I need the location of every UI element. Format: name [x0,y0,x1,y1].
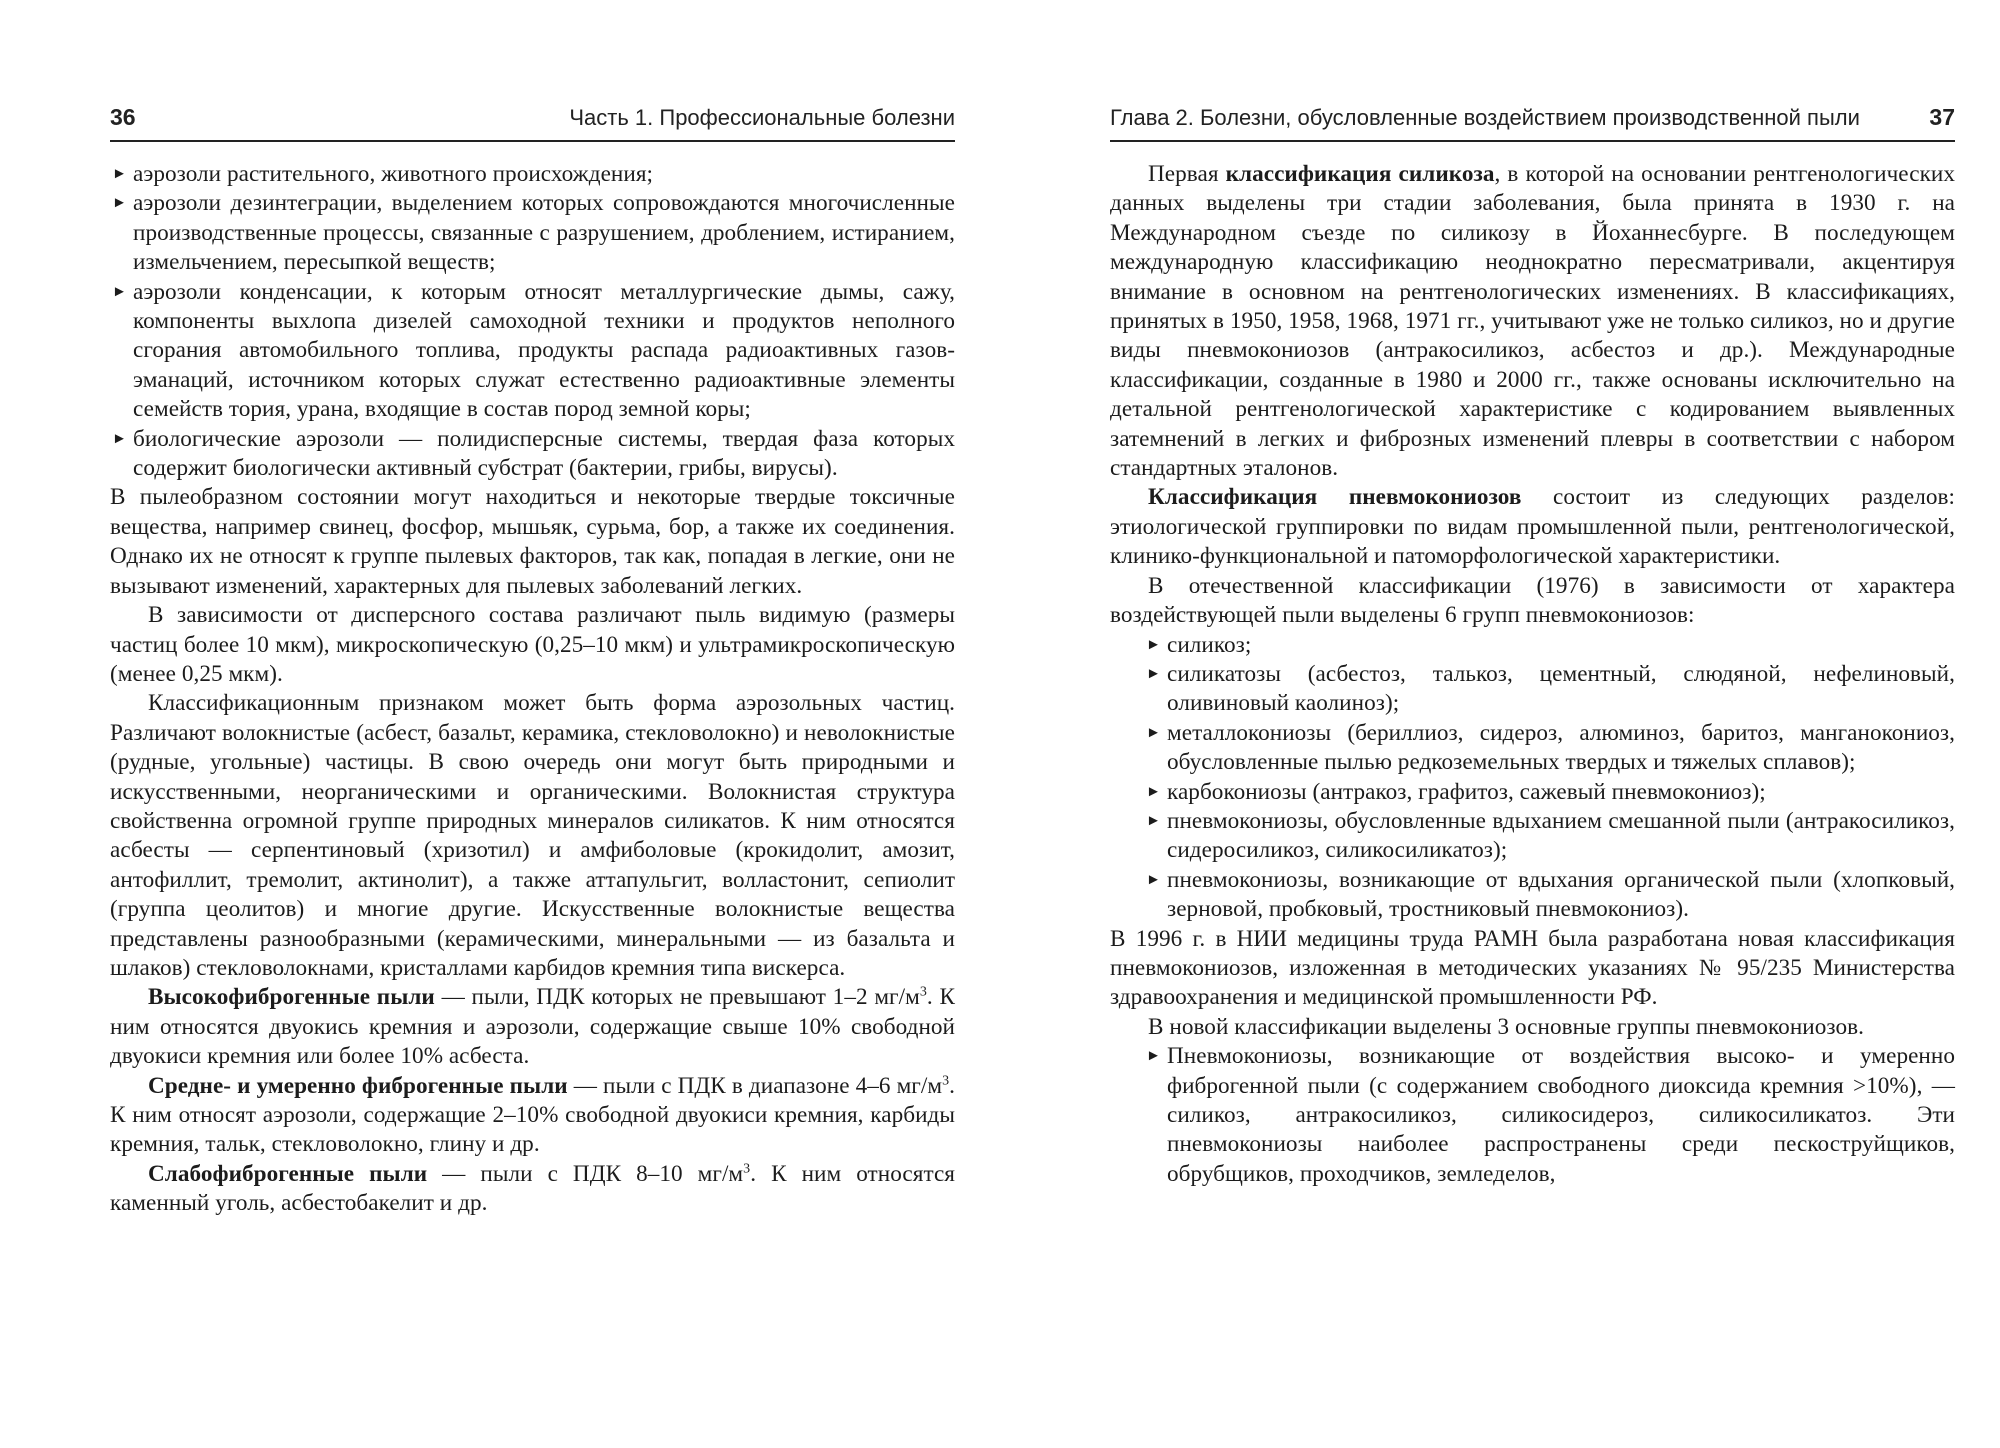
bullet-icon: ► [112,195,127,212]
list-item: ► аэрозоли растительного, животного происхождения; [110,160,955,189]
running-head: Глава 2. Болезни, обусловленные воздействием производственной пыли [1110,105,1860,130]
page-header-left [110,104,955,142]
bullet-icon: ► [1146,783,1161,800]
list-item: ► металлокониозы (бериллиоз, сидероз, алюминоз, баритоз, манганокониоз, обусловленные пылью редкоземельных твердых и тяжелых сплавов); [1146,719,1955,776]
page-number: 37 [1929,104,1955,130]
list-item: ► карбокониозы (антракоз, графитоз, сажевый пневмокониоз); [1144,778,1955,807]
list-item: ► Пневмокониозы, возникающие от воздействия высоко- и умеренно фиброгенной пыли (с содержанием свободного диоксида кремния >10%), — силикоз, антракосиликоз, силикосидероз, силикосиликатоз. Эти пневмокониозы наиболее распространены среди пескоструйщиков, обрубщиков, проходчиков, земледелов, [1146,1043,1955,1187]
paragraph: Первая классификация силикоза, в которой на основании рентгенологических данных выделены три стадии заболевания, была принята в 1930 г. на Международном съезде по силикозу в Йоханнесбурге. В последующем международную классификацию неоднократно пересматривали, акцентируя внимание в основном на рентгенологических изменениях. В классификациях, принятых в 1950, 1958, 1968, 1971 гг., учитывают уже не только силикоз, но и другие виды пневмокониозов (антракосиликоз, асбестоз и др.). Международные классификации, созданные в 1980 и 2000 гг., также основаны исключительно на детальной рентгенологической характеристике с кодированием выявленных затемнений в легких и фиброзных изменений плевры в соответствии с набором стандартных эталонов. [1110,161,1955,482]
term: Классификация пневмокониозов [1148,484,1522,511]
bullet-list [1110,1042,1955,1189]
bullet-icon: ► [1146,636,1161,653]
page-number: 36 [110,104,136,130]
term: Слабофиброгенные пыли [148,1160,428,1187]
bullet-icon: ► [112,166,127,182]
bullet-list [110,160,955,483]
paragraph: Классификация пневмокониозов состоит из следующих разделов: этиологической группировки по видам промышленной пыли, рентгенологической, клинико-функциональной и патоморфологической характеристики. [1110,484,1955,570]
list-item: ► аэрозоли дезинтеграции, выделением которых сопровождаются многочисленные производственные процессы, связанные с разрушением, дроблением, истиранием, измельчением, пересыпкой веществ; [112,190,955,276]
list-item: ► силикатозы (асбестоз, талькоз, цементный, слюдяной, нефелиновый, оливиновый каолиноз); [1146,660,1955,717]
term: Высокофиброгенные пыли [148,984,435,1011]
list-item: ► силикоз; [1144,631,1955,660]
bullet-icon: ► [1146,665,1161,682]
bullet-icon: ► [112,283,127,300]
page-body-left [110,160,955,1219]
term: классификация силикоза [1225,161,1495,187]
bullet-list [1110,631,1955,925]
bullet-icon: ► [1146,1048,1161,1065]
paragraph: Средне- и умеренно фиброгенные пыли — пыли с ПДК в диапазоне 4–6 $мг/м^3$. К ним относят аэрозоли, содержащие 2–10% свободной двуокиси кремния, карбиды кремния, тальк, стекловолокно, глину и др. [110,1072,955,1158]
term: Средне- и умеренно фиброгенные пыли [148,1072,568,1099]
running-head: Часть 1. Профессиональные болезни [569,105,955,130]
page-header-right [1110,104,1955,142]
paragraph: Высокофиброгенные пыли — пыли, ПДК которых не превышают 1–2 $мг/м^3$. К ним относятся двуокись кремния и аэрозоли, содержащие свыше 10% свободной двуокиси кремния или более 10% асбеста. [110,984,956,1070]
bullet-icon: ► [1146,724,1161,741]
paragraph: Слабофиброгенные пыли — пыли с ПДК 8–10 $мг/м^3$. К ним относятся каменный уголь, асбестобакелит и др. [110,1160,956,1217]
paragraph: Классификационным признаком может быть форма аэрозольных частиц. Различают волокнистые (асбест, базальт, керамика, стекловолокно) и неволокнистые (рудные, угольные) частицы. В свою очередь они могут быть природными и искусственными, неорганическими и органическими. Волокнистая структура свойственна огромной группе природных минералов силикатов. К ним относятся асбесты — серпентиновый (хризотил) и амфиболовые (крокидолит, амозит, антофиллит, тремолит, актинолит), а также аттапульгит, волластонит, сепиолит (группа цеолитов) и многие другие. Искусственные волокнистые вещества представлены разнообразными (керамическими, минеральными — из базальта и шлаков) стекловолокнами, кристаллами карбидов кремния типа вискерса. [110,690,955,981]
page-right [1110,0,1955,1448]
paragraph: В 1996 г. в НИИ медицины труда РАМН была разработана новая классификация пневмокониозов, изложенная в методических указаниях № 95/235 Министерства здравоохранения и медицинской промышленности РФ. [1110,925,1955,1011]
bullet-icon: ► [1146,871,1161,888]
paragraph: В новой классификации выделены 3 основные группы пневмокониозов. [1148,1013,1864,1040]
page-left [110,0,955,1448]
list-item: ► аэрозоли конденсации, к которым относят металлургические дымы, сажу, компоненты выхлопа дизелей самоходной техники и продуктов неполного сгорания автомобильного топлива, продукты распада радиоактивных газов-эманаций, источником которых служат естественно радиоактивные элементы семейств тория, урана, входящие в состав пород земной коры; [112,278,955,423]
list-item: ► пневмокониозы, возникающие от вдыхания органической пыли (хлопковый, зерновой, пробковый, тростниковый пневмокониоз). [1146,866,1955,923]
list-item: ► биологические аэрозоли — полидисперсные системы, твердая фаза которых содержит биологически активный субстрат (бактерии, грибы, вирусы). [112,425,955,482]
paragraph: В зависимости от дисперсного состава различают пыль видимую (размеры частиц более 10 мкм), микроскопическую (0,25–10 мкм) и ультрамикроскопическую (менее 0,25 мкм). [110,602,955,687]
paragraph: В пылеобразном состоянии могут находиться и некоторые твердые токсичные вещества, например свинец, фосфор, мышьяк, сурьма, бор, а также их соединения. Однако их не относят к группе пылевых факторов, так как, попадая в легкие, они не вызывают изменений, характерных для пылевых заболеваний легких. [110,484,955,599]
list-item: ► пневмокониозы, обусловленные вдыханием смешанной пыли (антракосиликоз, сидеросиликоз, силикосиликатоз); [1146,807,1955,864]
bullet-icon: ► [112,430,127,447]
page-body-right [1110,160,1955,1189]
paragraph: В отечественной классификации (1976) в зависимости от характера воздействующей пыли выделены 6 групп пневмокониозов: [1110,572,1955,629]
bullet-icon: ► [1146,812,1161,829]
